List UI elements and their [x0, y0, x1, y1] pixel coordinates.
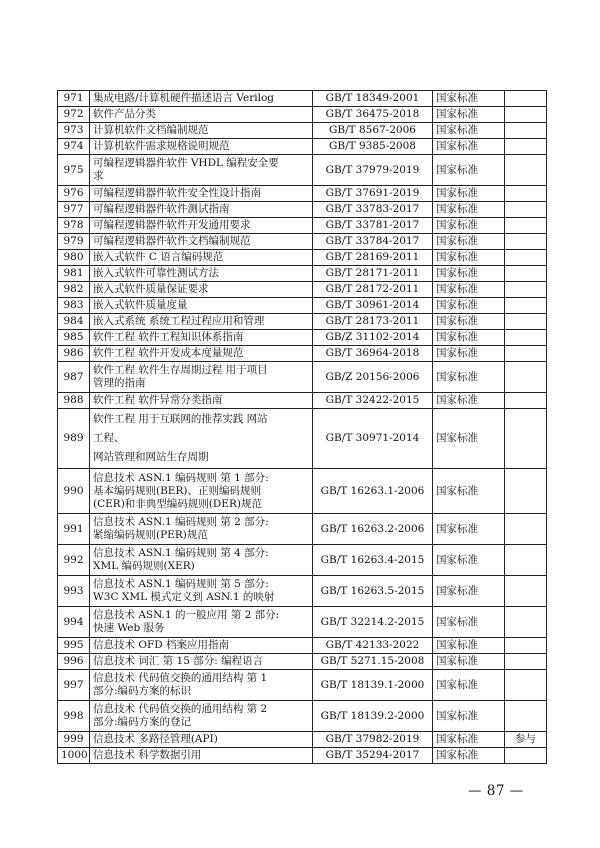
standard-type: 国家标准 [433, 107, 505, 123]
row-number: 974 [58, 139, 90, 155]
standard-name-line: 嵌入式软件可靠性测试方法 [93, 267, 219, 279]
row-number: 996 [58, 654, 90, 670]
table-row [58, 202, 547, 218]
standard-code: GB/T 16263.2-2006 [313, 514, 433, 545]
standard-note [505, 393, 547, 409]
standard-code: GB/Z 31102-2014 [313, 330, 433, 346]
standard-name [90, 670, 313, 701]
standard-name [90, 748, 313, 764]
standard-name-line: 信息技术 ASN.1 编码规则 第 2 部分: [93, 516, 269, 528]
standard-note [505, 330, 547, 346]
standard-code: GB/T 33781-2017 [313, 218, 433, 234]
standard-name [90, 218, 313, 234]
row-number: 991 [58, 514, 90, 545]
standard-name-line: 可编程逻辑器件软件文档编制规范 [93, 235, 251, 247]
row-number: 985 [58, 330, 90, 346]
standard-name [90, 638, 313, 654]
row-number: 976 [58, 186, 90, 202]
standard-name [90, 514, 313, 545]
standard-note [505, 607, 547, 638]
standard-name-line: 信息技术 代码值交换的通用结构 第 1 [93, 672, 268, 684]
standards-table-body [58, 91, 547, 764]
standard-type: 国家标准 [433, 638, 505, 654]
row-number: 984 [58, 314, 90, 330]
standard-type: 国家标准 [433, 186, 505, 202]
table-row [58, 186, 547, 202]
table-row [58, 545, 547, 576]
standard-type: 国家标准 [433, 298, 505, 314]
table-row [58, 107, 547, 123]
table-row [58, 701, 547, 732]
standard-code: GB/T 5271.15-2008 [313, 654, 433, 670]
row-number: 999 [58, 732, 90, 748]
standard-name [90, 409, 313, 469]
standard-name [90, 91, 313, 107]
standard-type: 国家标准 [433, 266, 505, 282]
standard-type: 国家标准 [433, 607, 505, 638]
standard-note [505, 314, 547, 330]
row-number: 971 [58, 91, 90, 107]
row-number: 980 [58, 250, 90, 266]
standard-type: 国家标准 [433, 393, 505, 409]
standard-note [505, 654, 547, 670]
standard-name-line: 软件工程 软件开发成本度量规范 [93, 347, 244, 359]
standard-type: 国家标准 [433, 234, 505, 250]
standard-name [90, 732, 313, 748]
standard-code: GB/T 37691-2019 [313, 186, 433, 202]
standard-name [90, 346, 313, 362]
table-row [58, 123, 547, 139]
standard-name-line: (CER)和非典型编码规则(DER)规范 [93, 497, 262, 510]
standard-type: 国家标准 [433, 202, 505, 218]
standard-name-line: 信息技术 ASN.1 编码规则 第 4 部分: [93, 547, 269, 559]
standard-note [505, 298, 547, 314]
table-row [58, 670, 547, 701]
standard-type: 国家标准 [433, 576, 505, 607]
table-row [58, 314, 547, 330]
table-row [58, 654, 547, 670]
row-number: 995 [58, 638, 90, 654]
row-number: 993 [58, 576, 90, 607]
standard-code: GB/T 28172-2011 [313, 282, 433, 298]
standard-name [90, 545, 313, 576]
standard-type: 国家标准 [433, 469, 505, 514]
table-row [58, 576, 547, 607]
table-row [58, 155, 547, 186]
standard-name-line: 信息技术 词汇 第 15 部分: 编程语言 [93, 655, 264, 667]
standard-name-line: 嵌入式软件质量保证要求 [93, 283, 209, 295]
table-row [58, 607, 547, 638]
standard-name [90, 155, 313, 186]
standard-code: GB/T 37979-2019 [313, 155, 433, 186]
standard-note [505, 469, 547, 514]
standard-name-line: 软件工程 用于互联网的推荐实践 网站 [93, 413, 268, 425]
row-number: 986 [58, 346, 90, 362]
standard-note [505, 123, 547, 139]
standard-name-line: 嵌入式软件 C 语言编码规范 [93, 251, 224, 263]
standard-note [505, 409, 547, 469]
standard-note [505, 250, 547, 266]
standard-code: GB/T 35294-2017 [313, 748, 433, 764]
standard-note [505, 638, 547, 654]
standard-note [505, 576, 547, 607]
standard-code: GB/T 18139.1-2000 [313, 670, 433, 701]
standard-name [90, 654, 313, 670]
standard-note [505, 701, 547, 732]
standard-type: 国家标准 [433, 732, 505, 748]
standard-name [90, 107, 313, 123]
table-row [58, 250, 547, 266]
standard-note: 参与 [505, 732, 547, 748]
standard-code: GB/T 30971-2014 [313, 409, 433, 469]
standard-code: GB/T 28171-2011 [313, 266, 433, 282]
standard-code: GB/T 16263.1-2006 [313, 469, 433, 514]
row-number: 997 [58, 670, 90, 701]
standard-name [90, 701, 313, 732]
standard-name [90, 266, 313, 282]
standard-name-line: 信息技术 ASN.1 编码规则 第 1 部分: [93, 471, 269, 484]
standard-name [90, 202, 313, 218]
standard-type: 国家标准 [433, 155, 505, 186]
standard-name [90, 469, 313, 514]
standard-name-line: 可编程逻辑器件软件安全性设计指南 [93, 187, 261, 199]
table-row [58, 346, 547, 362]
standard-type: 国家标准 [433, 91, 505, 107]
standard-code: GB/T 16263.5-2015 [313, 576, 433, 607]
standard-note [505, 139, 547, 155]
standard-type: 国家标准 [433, 314, 505, 330]
standard-name [90, 607, 313, 638]
standard-name [90, 250, 313, 266]
standard-name-line: 可编程逻辑器件软件 VHDL 编程安全要 [93, 157, 279, 169]
standard-code: GB/T 33784-2017 [313, 234, 433, 250]
table-row [58, 393, 547, 409]
standard-name-line: 软件工程 软件工程知识体系指南 [93, 331, 244, 343]
standard-name-line: 可编程逻辑器件软件测试指南 [93, 203, 230, 215]
table-row [58, 732, 547, 748]
row-number: 987 [58, 362, 90, 393]
table-row [58, 514, 547, 545]
standard-name-line: 快速 Web 服务 [93, 622, 165, 634]
standard-type: 国家标准 [433, 123, 505, 139]
standard-name-line: 基本编码规则(BER)、正则编码规则 [93, 484, 261, 497]
standard-type: 国家标准 [433, 282, 505, 298]
table-row [58, 266, 547, 282]
standard-code: GB/T 28169-2011 [313, 250, 433, 266]
standard-note [505, 107, 547, 123]
standard-code: GB/T 30961-2014 [313, 298, 433, 314]
table-row [58, 234, 547, 250]
standard-note [505, 155, 547, 186]
standard-code: GB/T 33783-2017 [313, 202, 433, 218]
standard-code: GB/T 8567-2006 [313, 123, 433, 139]
standard-name-line: 集成电路/计算机硬件描述语言 Verilog [93, 92, 274, 104]
standard-name-line: 部分:编码方案的登记 [93, 716, 192, 728]
table-row [58, 282, 547, 298]
table-row [58, 218, 547, 234]
row-number: 983 [58, 298, 90, 314]
standard-type: 国家标准 [433, 409, 505, 469]
standard-name [90, 282, 313, 298]
standard-note [505, 234, 547, 250]
standard-note [505, 202, 547, 218]
standard-type: 国家标准 [433, 701, 505, 732]
standard-note [505, 266, 547, 282]
standard-name [90, 362, 313, 393]
standard-type: 国家标准 [433, 362, 505, 393]
standard-note [505, 670, 547, 701]
standard-type: 国家标准 [433, 139, 505, 155]
standard-note [505, 362, 547, 393]
standard-code: GB/T 16263.4-2015 [313, 545, 433, 576]
standard-name-line: 信息技术 多路径管理(API) [93, 733, 218, 745]
table-row [58, 469, 547, 514]
standard-name-line: 网站管理和网站生存周期 [93, 451, 209, 463]
standard-code: GB/Z 20156-2006 [313, 362, 433, 393]
standard-type: 国家标准 [433, 748, 505, 764]
standard-name [90, 330, 313, 346]
standard-name [90, 123, 313, 139]
standard-code: GB/T 32422-2015 [313, 393, 433, 409]
row-number: 978 [58, 218, 90, 234]
standards-table [57, 90, 547, 764]
standard-name [90, 393, 313, 409]
standard-name-line: 工程、 [93, 432, 125, 444]
standard-name-line: 部分:编码方案的标识 [93, 685, 192, 697]
row-number: 994 [58, 607, 90, 638]
standard-type: 国家标准 [433, 250, 505, 266]
standard-name-line: 信息技术 科学数据引用 [93, 749, 202, 761]
table-row [58, 298, 547, 314]
row-number: 982 [58, 282, 90, 298]
standard-name-line: 信息技术 ASN.1 编码规则 第 5 部分: [93, 578, 269, 590]
standard-name [90, 186, 313, 202]
standard-name [90, 298, 313, 314]
row-number: 975 [58, 155, 90, 186]
table-row [58, 748, 547, 764]
standard-type: 国家标准 [433, 346, 505, 362]
standard-name [90, 234, 313, 250]
standard-type: 国家标准 [433, 514, 505, 545]
standard-name-line: 嵌入式系统 系统工程过程应用和管理 [93, 315, 265, 327]
standard-code: GB/T 9385-2008 [313, 139, 433, 155]
row-number: 1000 [58, 748, 90, 764]
row-number: 979 [58, 234, 90, 250]
standard-type: 国家标准 [433, 218, 505, 234]
standard-name-line: 软件工程 软件异常分类指南 [93, 394, 223, 406]
standard-note [505, 186, 547, 202]
standard-name-line: XML 编码规则(XER) [93, 560, 195, 572]
standard-code: GB/T 28173-2011 [313, 314, 433, 330]
row-number: 972 [58, 107, 90, 123]
standard-name-line: 信息技术 ASN.1 的一般应用 第 2 部分: [93, 609, 280, 621]
row-number: 990 [58, 469, 90, 514]
table-row [58, 139, 547, 155]
standard-type: 国家标准 [433, 670, 505, 701]
standard-name-line: 软件产品分类 [93, 108, 156, 120]
table-row [58, 362, 547, 393]
standard-name [90, 576, 313, 607]
standard-name [90, 314, 313, 330]
standard-code: GB/T 32214.2-2015 [313, 607, 433, 638]
page-number: — 87 — [468, 783, 524, 799]
standard-note [505, 545, 547, 576]
table-row [58, 91, 547, 107]
row-number: 998 [58, 701, 90, 732]
standard-name-line: 管理的指南 [93, 377, 146, 389]
standard-type: 国家标准 [433, 330, 505, 346]
standard-name-line: 信息技术 代码值交换的通用结构 第 2 [93, 703, 268, 715]
row-number: 992 [58, 545, 90, 576]
standard-name-line: 计算机软件需求规格说明规范 [93, 140, 230, 152]
standard-note [505, 218, 547, 234]
standard-code: GB/T 42133-2022 [313, 638, 433, 654]
table-row [58, 638, 547, 654]
standard-name-line: 紧缩编码规则(PER)规范 [93, 529, 208, 541]
standard-code: GB/T 36475-2018 [313, 107, 433, 123]
standard-code: GB/T 18139.2-2000 [313, 701, 433, 732]
standard-code: GB/T 37982-2019 [313, 732, 433, 748]
row-number: 981 [58, 266, 90, 282]
row-number: 977 [58, 202, 90, 218]
standard-name-line: 计算机软件文档编制规范 [93, 124, 209, 136]
table-row [58, 330, 547, 346]
standard-code: GB/T 18349-2001 [313, 91, 433, 107]
standard-name-line: W3C XML 模式定义到 ASN.1 的映射 [93, 591, 275, 603]
standard-note [505, 282, 547, 298]
standard-name-line: 软件工程 软件生存周期过程 用于项目 [93, 364, 268, 376]
standard-type: 国家标准 [433, 545, 505, 576]
row-number: 988 [58, 393, 90, 409]
standard-note [505, 514, 547, 545]
standard-type: 国家标准 [433, 654, 505, 670]
row-number: 973 [58, 123, 90, 139]
standard-name-line: 求 [93, 170, 104, 182]
standard-note [505, 91, 547, 107]
standard-name-line: 可编程逻辑器件软件开发通用要求 [93, 219, 251, 231]
standard-name-line: 嵌入式软件质量度量 [93, 299, 188, 311]
standard-name-line: 信息技术 OFD 档案应用指南 [93, 639, 229, 651]
standard-code: GB/T 36964-2018 [313, 346, 433, 362]
standard-note [505, 748, 547, 764]
row-number: 989 [58, 409, 90, 469]
table-row [58, 409, 547, 469]
standard-name [90, 139, 313, 155]
standard-note [505, 346, 547, 362]
